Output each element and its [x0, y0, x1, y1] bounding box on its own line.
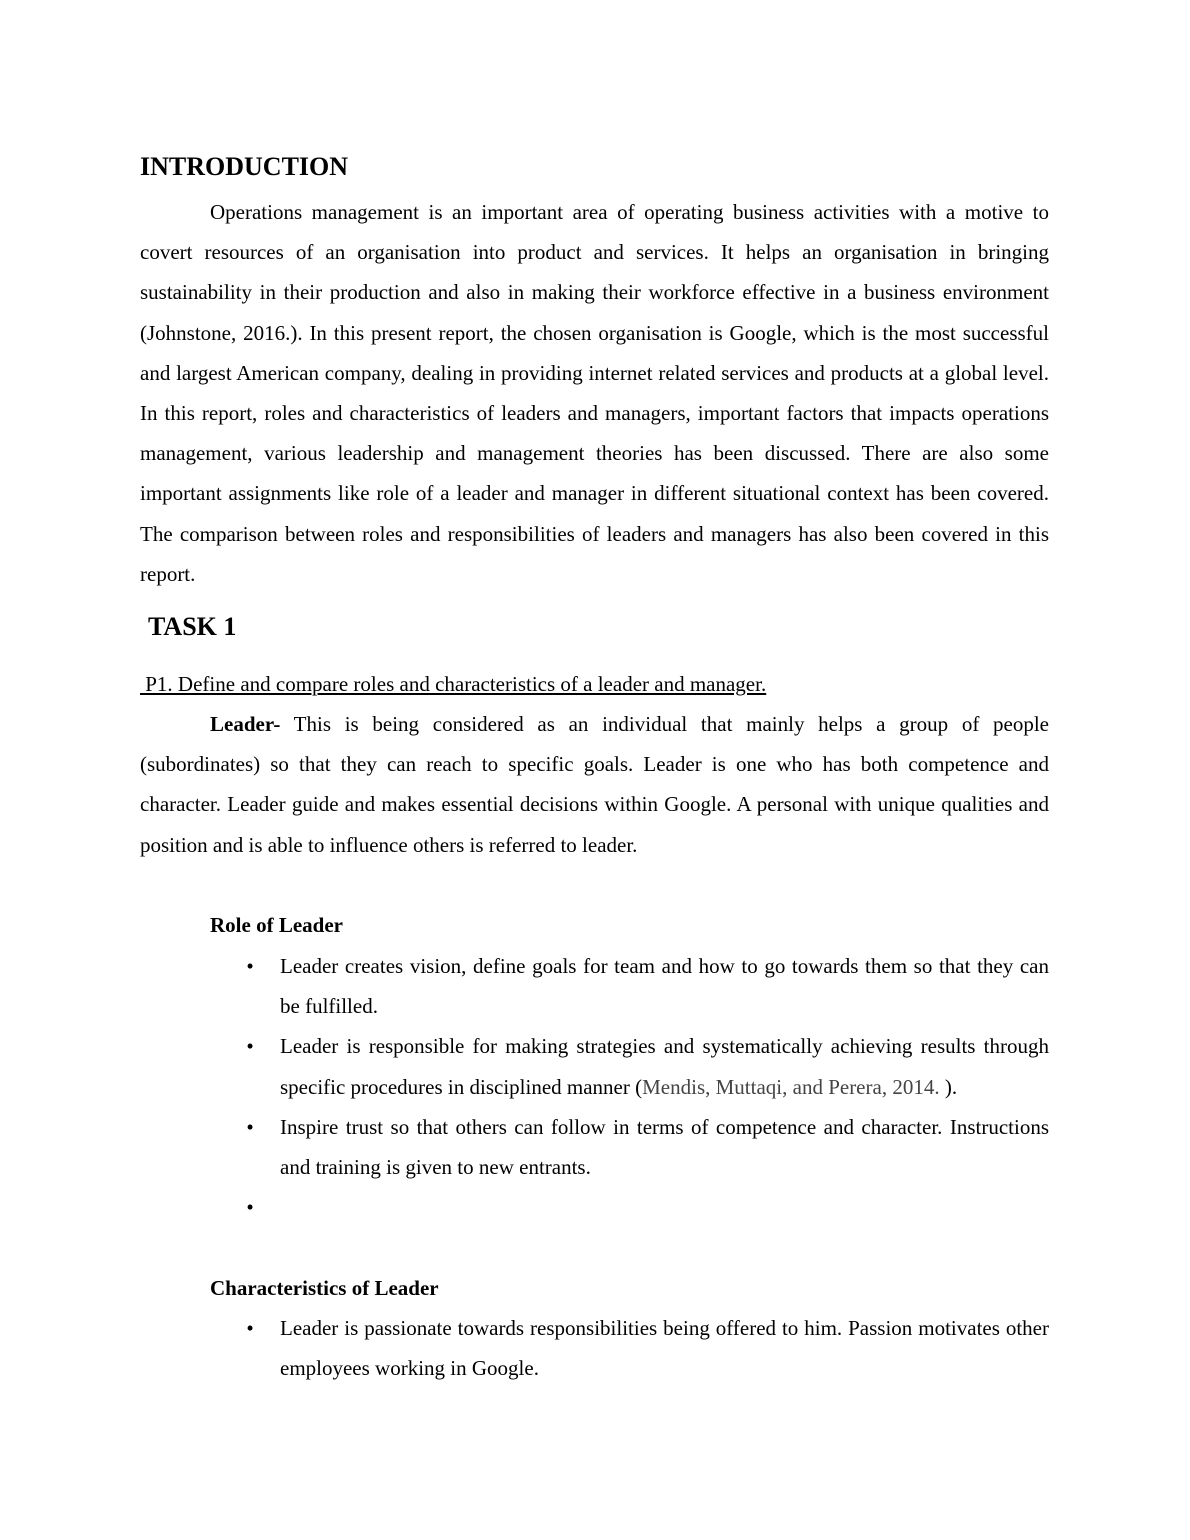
list-item: [210, 1308, 1049, 1388]
bullet-icon: •: [246, 1316, 254, 1340]
bullet-icon: •: [246, 1034, 254, 1059]
leader-definition-text: This is being considered as an individual that mainly helps a group of people (subordinates) so that they can reach to specific goals. Leader is one who has both competence and character. Leader guide and makes essential decisions within Google. A personal with unique qualities and position and is able to influence others is referred to leader.: [140, 712, 1049, 857]
list-item-empty: [210, 1187, 1049, 1227]
introduction-text: Operations management is an important area of operating business activities with a motive to covert resources of an organisation into product and services. It helps an organisation in bringing sustainability in their production and also in making their workforce effective in a business environment (Johnstone, 2016.). In this present report, the chosen organisation is Google, which is the most successful and largest American company, dealing in providing internet related services and products at a global level. In this report, roles and characteristics of leaders and managers, important factors that impacts operations management, various leadership and management theories has been discussed. There are also some important assignments like role of a leader and manager in different situational context has been covered. The comparison between roles and responsibilities of leaders and managers has also been covered in this report.: [140, 200, 1049, 586]
list-item-text: Leader creates vision, define goals for team and how to go towards them so that they can be fulfilled.: [280, 954, 1049, 1019]
list-item-text: Leader is responsible for making strategies and systematically achieving results through specific procedures in disciplined manner (: [280, 1034, 1049, 1099]
list-item: [210, 1026, 1049, 1106]
bullet-icon: •: [246, 1195, 254, 1220]
task1-subheading: P1. Define and compare roles and characteristics of a leader and manager.: [140, 672, 767, 696]
bullet-icon: •: [246, 1114, 254, 1139]
bullet-icon: •: [246, 954, 254, 978]
list-item-text: Inspire trust so that others can follow in terms of competence and character. Instructions and training is given to new entrants.: [280, 1114, 1049, 1180]
task1-heading: TASK 1: [148, 612, 237, 641]
role-of-leader-heading: Role of Leader: [210, 913, 343, 937]
characteristics-of-leader-heading: Characteristics of Leader: [210, 1276, 439, 1300]
role-of-leader-list: [210, 946, 1049, 1227]
list-item: [210, 946, 1049, 1026]
list-item-text: Leader is passionate towards responsibilities being offered to him. Passion motivates other employees working in Google.: [280, 1316, 1049, 1381]
introduction-paragraph: [140, 192, 1049, 594]
list-item-text-end: ).: [944, 1074, 958, 1099]
list-item: [210, 1107, 1049, 1187]
leader-term: Leader-: [210, 712, 281, 736]
characteristics-of-leader-list: [210, 1308, 1049, 1388]
introduction-heading: INTRODUCTION: [140, 152, 349, 181]
leader-definition-paragraph: [140, 704, 1049, 865]
citation: Mendis, Muttaqi, and Perera, 2014.: [642, 1074, 945, 1099]
